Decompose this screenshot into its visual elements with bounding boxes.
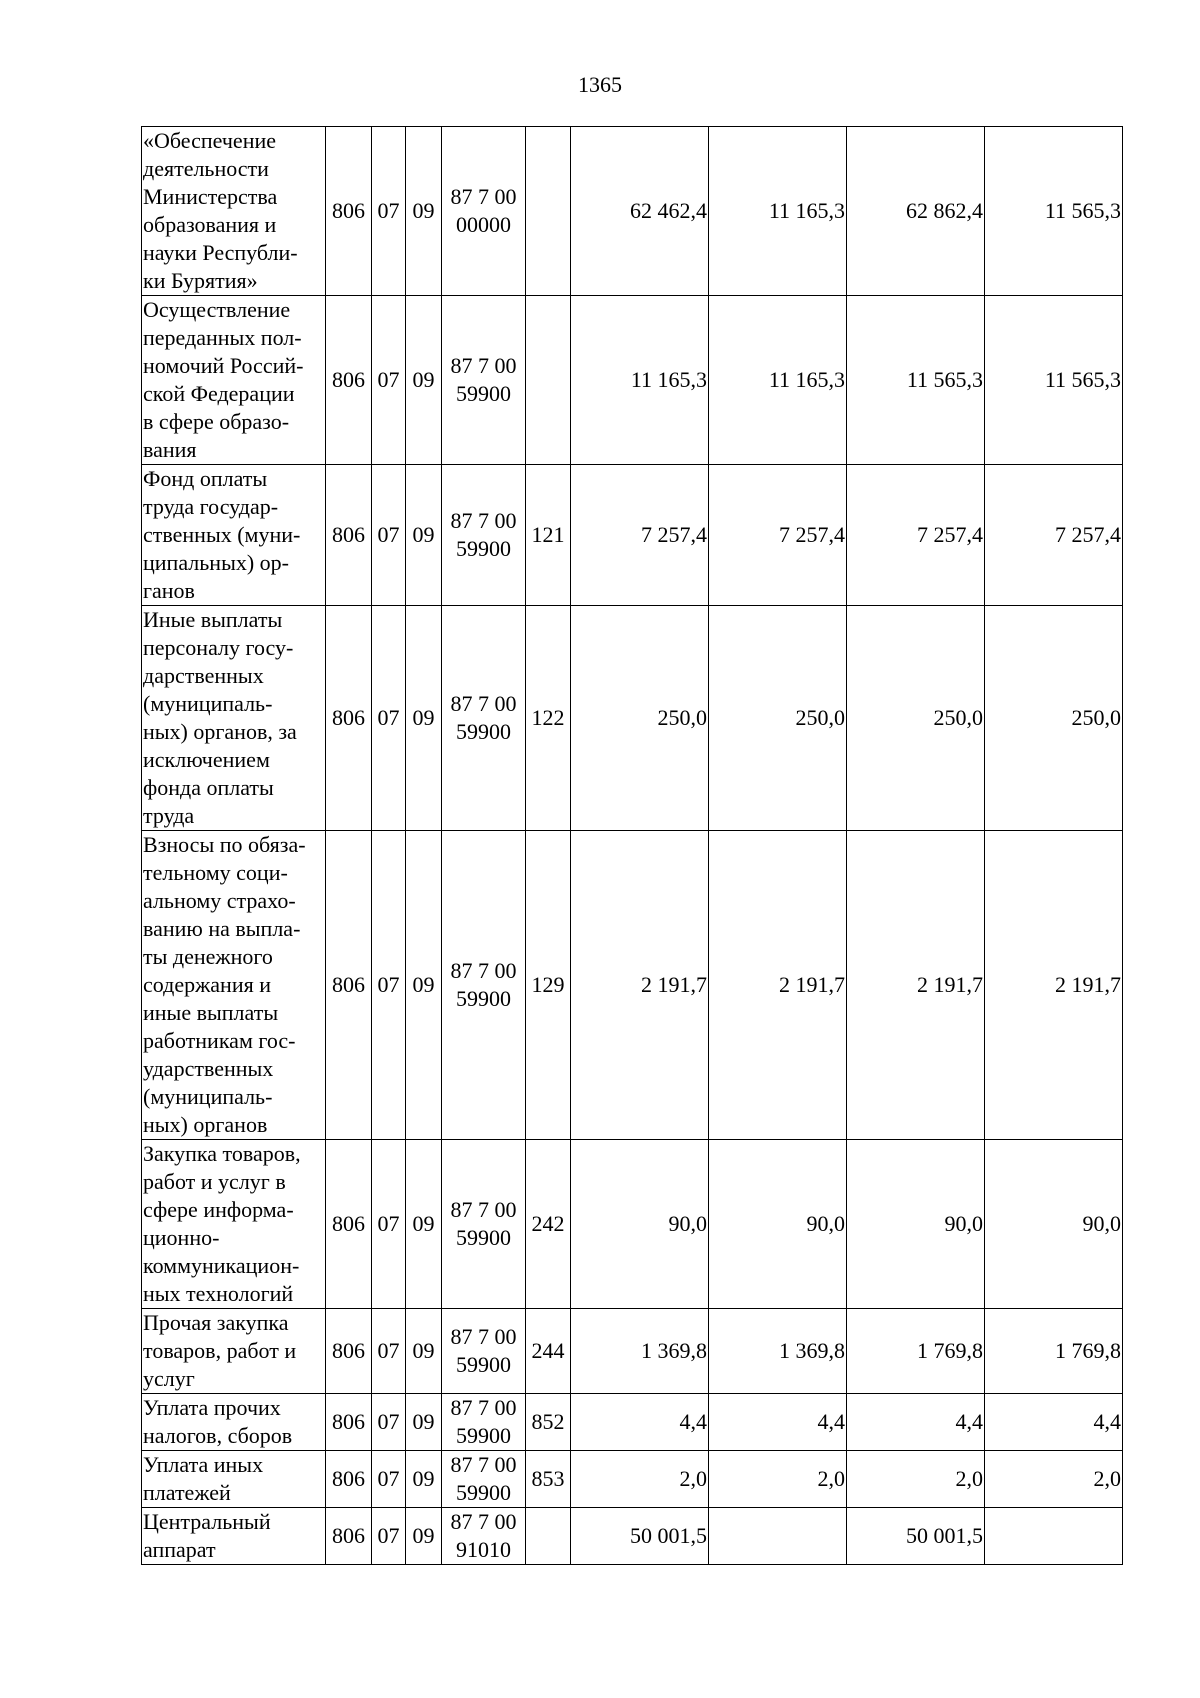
grbs-cell: 806 xyxy=(326,296,372,465)
value-2-cell: 11 165,3 xyxy=(709,127,847,296)
csr-cell xyxy=(442,127,526,296)
row-name-line: тельному соци- xyxy=(143,860,288,885)
table-row xyxy=(142,296,1123,465)
row-name-line: образования и xyxy=(143,212,277,237)
row-name-line: Центральный xyxy=(143,1509,271,1534)
row-name-line: ской Федерации xyxy=(143,381,295,406)
csr-line-2: 59900 xyxy=(456,719,511,744)
pr-cell: 09 xyxy=(406,1508,442,1565)
grbs-cell: 806 xyxy=(326,1394,372,1451)
row-name-line: переданных пол- xyxy=(143,325,302,350)
grbs-cell: 806 xyxy=(326,1451,372,1508)
row-name-line: работ и услуг в xyxy=(143,1169,286,1194)
grbs-cell: 806 xyxy=(326,831,372,1140)
row-name-cell xyxy=(142,1394,326,1451)
row-name-line: Взносы по обяза- xyxy=(143,832,306,857)
page-number: 1365 xyxy=(578,72,622,97)
vr-cell: 242 xyxy=(526,1140,571,1309)
value-2-cell: 90,0 xyxy=(709,1140,847,1309)
row-name-cell xyxy=(142,1508,326,1565)
row-name-line: ванию на выпла- xyxy=(143,916,301,941)
csr-line-2: 91010 xyxy=(456,1537,511,1562)
value-4-cell xyxy=(985,1508,1123,1565)
value-4-cell: 250,0 xyxy=(985,606,1123,831)
row-name-cell xyxy=(142,831,326,1140)
row-name-line: ты денежного xyxy=(143,944,273,969)
row-name-line: налогов, сборов xyxy=(143,1423,293,1448)
csr-line-2: 59900 xyxy=(456,1480,511,1505)
grbs-cell: 806 xyxy=(326,1140,372,1309)
row-name-line: ганов xyxy=(143,578,195,603)
grbs-cell: 806 xyxy=(326,1508,372,1565)
row-name-line: (муниципаль- xyxy=(143,1084,273,1109)
value-2-cell: 250,0 xyxy=(709,606,847,831)
vr-cell: 121 xyxy=(526,465,571,606)
row-name-line: товаров, работ и xyxy=(143,1338,297,1363)
pr-cell: 09 xyxy=(406,1451,442,1508)
value-1-cell: 7 257,4 xyxy=(571,465,709,606)
pr-cell: 09 xyxy=(406,465,442,606)
row-name-line: дарственных xyxy=(143,663,264,688)
value-1-cell: 2,0 xyxy=(571,1451,709,1508)
value-3-cell: 250,0 xyxy=(847,606,985,831)
table-row xyxy=(142,1508,1123,1565)
csr-line-1: 87 7 00 xyxy=(450,353,517,378)
vr-cell xyxy=(526,127,571,296)
row-name-line: ционно- xyxy=(143,1225,220,1250)
row-name-line: работникам гос- xyxy=(143,1028,296,1053)
row-name-line: Осуществление xyxy=(143,297,291,322)
row-name-line: ударственных xyxy=(143,1056,274,1081)
csr-line-1: 87 7 00 xyxy=(450,184,517,209)
csr-line-2: 59900 xyxy=(456,1423,511,1448)
row-name-line: услуг xyxy=(143,1366,195,1391)
row-name-line: ки Бурятия» xyxy=(143,268,258,293)
rz-cell: 07 xyxy=(372,1451,406,1508)
csr-cell xyxy=(442,1508,526,1565)
value-2-cell: 2 191,7 xyxy=(709,831,847,1140)
row-name-cell xyxy=(142,606,326,831)
row-name-line: персоналу госу- xyxy=(143,635,294,660)
csr-cell xyxy=(442,1309,526,1394)
csr-line-1: 87 7 00 xyxy=(450,1452,517,1477)
row-name-line: в сфере образо- xyxy=(143,409,290,434)
value-3-cell: 90,0 xyxy=(847,1140,985,1309)
value-1-cell: 50 001,5 xyxy=(571,1508,709,1565)
value-1-cell: 1 369,8 xyxy=(571,1309,709,1394)
csr-cell xyxy=(442,831,526,1140)
value-3-cell: 50 001,5 xyxy=(847,1508,985,1565)
vr-cell: 244 xyxy=(526,1309,571,1394)
rz-cell: 07 xyxy=(372,1508,406,1565)
csr-cell xyxy=(442,606,526,831)
row-name-line: платежей xyxy=(143,1480,231,1505)
csr-line-1: 87 7 00 xyxy=(450,691,517,716)
table-row xyxy=(142,465,1123,606)
row-name-line: труда государ- xyxy=(143,494,279,519)
grbs-cell: 806 xyxy=(326,465,372,606)
csr-line-1: 87 7 00 xyxy=(450,1197,517,1222)
row-name-line: ных) органов, за xyxy=(143,719,297,744)
row-name-line: иные выплаты xyxy=(143,1000,279,1025)
csr-cell xyxy=(442,465,526,606)
csr-line-2: 00000 xyxy=(456,212,511,237)
rz-cell: 07 xyxy=(372,1140,406,1309)
value-3-cell: 4,4 xyxy=(847,1394,985,1451)
row-name-line: ственных (муни- xyxy=(143,522,301,547)
value-3-cell: 11 565,3 xyxy=(847,296,985,465)
csr-line-1: 87 7 00 xyxy=(450,1395,517,1420)
vr-cell: 852 xyxy=(526,1394,571,1451)
csr-line-2: 59900 xyxy=(456,1352,511,1377)
row-name-line: ных технологий xyxy=(143,1281,294,1306)
value-4-cell: 11 565,3 xyxy=(985,127,1123,296)
row-name-line: сфере информа- xyxy=(143,1197,294,1222)
value-2-cell: 4,4 xyxy=(709,1394,847,1451)
table-body xyxy=(142,127,1123,1565)
csr-line-2: 59900 xyxy=(456,986,511,1011)
row-name-line: исключением xyxy=(143,747,270,772)
value-1-cell: 62 462,4 xyxy=(571,127,709,296)
row-name-line: Прочая закупка xyxy=(143,1310,289,1335)
row-name-line: ных) органов xyxy=(143,1112,268,1137)
row-name-line: «Обеспечение xyxy=(143,128,276,153)
row-name-line: Закупка товаров, xyxy=(143,1141,301,1166)
value-4-cell: 4,4 xyxy=(985,1394,1123,1451)
row-name-line: альному страхо- xyxy=(143,888,296,913)
value-4-cell: 7 257,4 xyxy=(985,465,1123,606)
vr-cell: 853 xyxy=(526,1451,571,1508)
value-2-cell: 2,0 xyxy=(709,1451,847,1508)
csr-cell xyxy=(442,1451,526,1508)
vr-cell: 129 xyxy=(526,831,571,1140)
row-name-line: вания xyxy=(143,437,197,462)
value-3-cell: 62 862,4 xyxy=(847,127,985,296)
csr-cell xyxy=(442,296,526,465)
vr-cell xyxy=(526,296,571,465)
row-name-line: (муниципаль- xyxy=(143,691,273,716)
row-name-line: содержания и xyxy=(143,972,271,997)
row-name-line: Уплата прочих xyxy=(143,1395,281,1420)
csr-line-1: 87 7 00 xyxy=(450,508,517,533)
pr-cell: 09 xyxy=(406,296,442,465)
row-name-cell xyxy=(142,1451,326,1508)
row-name-line: аппарат xyxy=(143,1537,216,1562)
value-1-cell: 250,0 xyxy=(571,606,709,831)
value-4-cell: 11 565,3 xyxy=(985,296,1123,465)
budget-table xyxy=(141,126,1123,1565)
vr-cell: 122 xyxy=(526,606,571,831)
value-1-cell: 11 165,3 xyxy=(571,296,709,465)
value-3-cell: 1 769,8 xyxy=(847,1309,985,1394)
table-row xyxy=(142,831,1123,1140)
value-1-cell: 90,0 xyxy=(571,1140,709,1309)
pr-cell: 09 xyxy=(406,127,442,296)
value-1-cell: 2 191,7 xyxy=(571,831,709,1140)
csr-line-2: 59900 xyxy=(456,536,511,561)
row-name-line: труда xyxy=(143,803,195,828)
table-row xyxy=(142,1451,1123,1508)
row-name-line: ципальных) ор- xyxy=(143,550,289,575)
table-row xyxy=(142,1394,1123,1451)
rz-cell: 07 xyxy=(372,127,406,296)
row-name-cell xyxy=(142,127,326,296)
value-1-cell: 4,4 xyxy=(571,1394,709,1451)
grbs-cell: 806 xyxy=(326,606,372,831)
row-name-cell xyxy=(142,465,326,606)
csr-line-1: 87 7 00 xyxy=(450,1509,517,1534)
grbs-cell: 806 xyxy=(326,1309,372,1394)
rz-cell: 07 xyxy=(372,606,406,831)
table-row xyxy=(142,606,1123,831)
csr-cell xyxy=(442,1140,526,1309)
row-name-line: Уплата иных xyxy=(143,1452,264,1477)
row-name-line: Иные выплаты xyxy=(143,607,283,632)
csr-line-2: 59900 xyxy=(456,381,511,406)
value-3-cell: 7 257,4 xyxy=(847,465,985,606)
row-name-cell xyxy=(142,1140,326,1309)
rz-cell: 07 xyxy=(372,465,406,606)
value-3-cell: 2 191,7 xyxy=(847,831,985,1140)
csr-line-2: 59900 xyxy=(456,1225,511,1250)
csr-cell xyxy=(442,1394,526,1451)
pr-cell: 09 xyxy=(406,1309,442,1394)
value-4-cell: 90,0 xyxy=(985,1140,1123,1309)
csr-line-1: 87 7 00 xyxy=(450,1324,517,1349)
row-name-line: Фонд оплаты xyxy=(143,466,268,491)
rz-cell: 07 xyxy=(372,831,406,1140)
pr-cell: 09 xyxy=(406,1140,442,1309)
row-name-line: номочий Россий- xyxy=(143,353,304,378)
rz-cell: 07 xyxy=(372,1394,406,1451)
table-row xyxy=(142,1309,1123,1394)
row-name-cell xyxy=(142,296,326,465)
row-name-cell xyxy=(142,1309,326,1394)
value-2-cell: 11 165,3 xyxy=(709,296,847,465)
table-row xyxy=(142,1140,1123,1309)
row-name-line: деятельности xyxy=(143,156,269,181)
value-3-cell: 2,0 xyxy=(847,1451,985,1508)
table-row xyxy=(142,127,1123,296)
row-name-line: фонда оплаты xyxy=(143,775,274,800)
vr-cell xyxy=(526,1508,571,1565)
value-2-cell xyxy=(709,1508,847,1565)
row-name-line: Министерства xyxy=(143,184,278,209)
row-name-line: коммуникацион- xyxy=(143,1253,300,1278)
row-name-line: науки Республи- xyxy=(143,240,298,265)
grbs-cell: 806 xyxy=(326,127,372,296)
value-2-cell: 7 257,4 xyxy=(709,465,847,606)
pr-cell: 09 xyxy=(406,831,442,1140)
value-4-cell: 1 769,8 xyxy=(985,1309,1123,1394)
rz-cell: 07 xyxy=(372,296,406,465)
rz-cell: 07 xyxy=(372,1309,406,1394)
pr-cell: 09 xyxy=(406,1394,442,1451)
pr-cell: 09 xyxy=(406,606,442,831)
value-2-cell: 1 369,8 xyxy=(709,1309,847,1394)
csr-line-1: 87 7 00 xyxy=(450,958,517,983)
value-4-cell: 2 191,7 xyxy=(985,831,1123,1140)
value-4-cell: 2,0 xyxy=(985,1451,1123,1508)
